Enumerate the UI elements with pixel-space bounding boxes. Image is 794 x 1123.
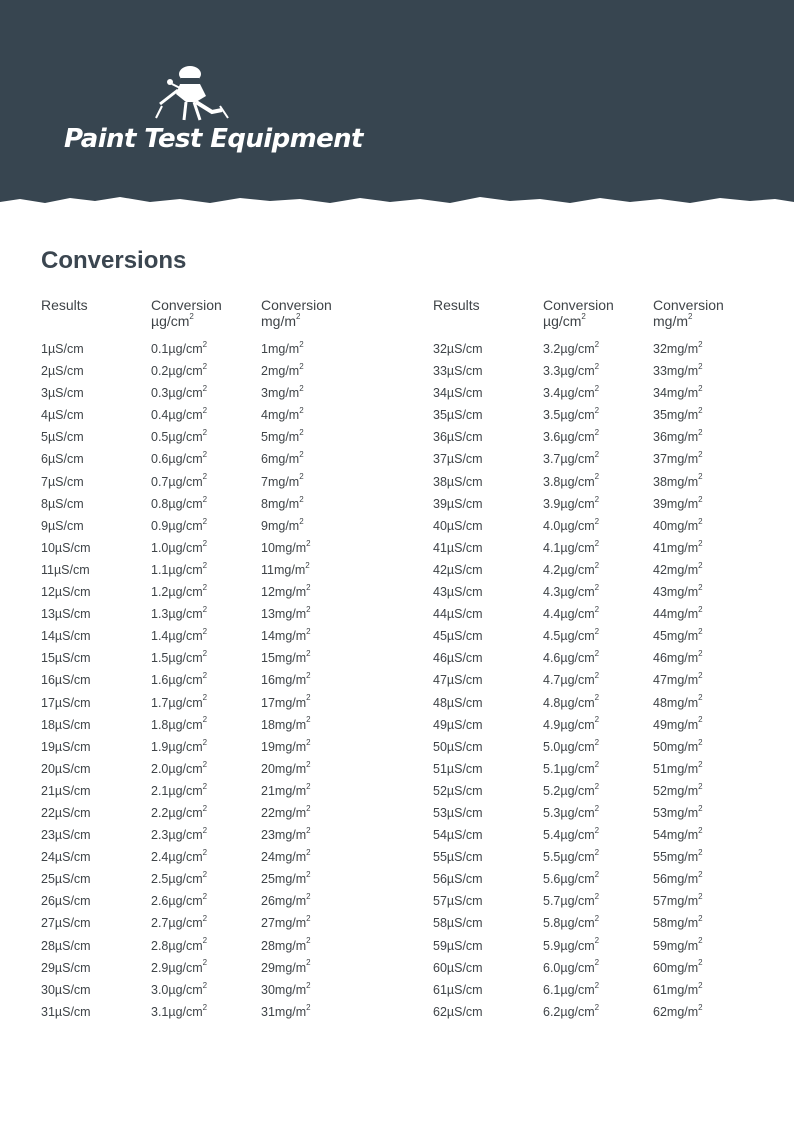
- mg-conversion-value: $37mg/m^2$: [653, 450, 703, 467]
- ug-conversion-value: $2.4\mu g/cm^2$: [151, 848, 208, 865]
- result-value: 3µS/cm: [41, 386, 84, 401]
- mg-conversion-value: $25mg/m^2$: [261, 870, 311, 887]
- result-value: 33µS/cm: [433, 364, 483, 379]
- result-value: 18µS/cm: [41, 717, 91, 732]
- ug-conversion-value: $2.7\mu g/cm^2$: [151, 914, 208, 931]
- result-value: 46µS/cm: [433, 651, 483, 666]
- col-header-results-left: Results: [41, 297, 88, 313]
- ug-conversion-value: $4.8\mu g/cm^2$: [543, 693, 600, 710]
- result-value: 22µS/cm: [41, 805, 91, 820]
- mg-conversion-value: $5mg/m^2$: [261, 428, 304, 445]
- ug-conversion-value: $4.1\mu g/cm^2$: [543, 538, 600, 555]
- result-value: 14µS/cm: [41, 629, 91, 644]
- result-value: 10µS/cm: [41, 540, 91, 555]
- result-value: 52µS/cm: [433, 783, 483, 798]
- mg-conversion-value: $57mg/m^2$: [653, 892, 703, 909]
- ug-conversion-value: $2.0\mu g/cm^2$: [151, 759, 208, 776]
- result-value: 53µS/cm: [433, 805, 483, 820]
- ug-conversion-value: $5.7\mu g/cm^2$: [543, 892, 600, 909]
- mg-conversion-value: $15mg/m^2$: [261, 649, 311, 666]
- result-value: 49µS/cm: [433, 717, 483, 732]
- mg-conversion-value: $32mg/m^2$: [653, 339, 703, 356]
- result-value: 30µS/cm: [41, 982, 91, 997]
- ug-conversion-value: $5.1\mu g/cm^2$: [543, 759, 600, 776]
- result-value: 36µS/cm: [433, 430, 483, 445]
- ug-conversion-value: $0.8\mu g/cm^2$: [151, 494, 208, 511]
- ug-conversion-value: $5.4\mu g/cm^2$: [543, 825, 600, 843]
- mg-conversion-value: $50mg/m^2$: [653, 737, 703, 754]
- mg-conversion-value: $16mg/m^2$: [261, 671, 311, 688]
- ug-conversion-value: $1.3\mu g/cm^2$: [151, 604, 208, 622]
- result-value: 8µS/cm: [41, 496, 84, 511]
- ug-conversion-value: $4.0\mu g/cm^2$: [543, 516, 600, 533]
- mg-conversion-value: $42mg/m^2$: [653, 560, 703, 577]
- ug-conversion-value: $0.7\mu g/cm^2$: [151, 472, 208, 489]
- mg-conversion-value: $40mg/m^2$: [653, 516, 703, 533]
- mg-conversion-value: $31mg/m^2$: [261, 1002, 311, 1019]
- result-value: 47µS/cm: [433, 673, 483, 688]
- result-value: 51µS/cm: [433, 761, 483, 776]
- ug-conversion-value: $4.6\mu g/cm^2$: [543, 649, 600, 666]
- result-value: 45µS/cm: [433, 629, 483, 644]
- mg-conversion-value: $58mg/m^2$: [653, 914, 703, 931]
- mg-conversion-value: $59mg/m^2$: [653, 936, 703, 953]
- mg-conversion-value: $35mg/m^2$: [653, 406, 703, 423]
- ug-conversion-value: $6.1\mu g/cm^2$: [543, 980, 600, 997]
- mg-conversion-value: $29mg/m^2$: [261, 958, 311, 975]
- ug-conversion-value: $0.4\mu g/cm^2$: [151, 406, 208, 423]
- result-value: 31µS/cm: [41, 1004, 91, 1019]
- mg-conversion-value: $30mg/m^2$: [261, 980, 311, 997]
- result-value: 39µS/cm: [433, 496, 483, 511]
- ug-conversion-value: $6.2\mu g/cm^2$: [543, 1002, 600, 1019]
- mg-conversion-value: $21mg/m^2$: [261, 781, 311, 798]
- result-value: 41µS/cm: [433, 540, 483, 555]
- mg-conversion-value: $49mg/m^2$: [653, 715, 703, 732]
- mg-conversion-value: $47mg/m^2$: [653, 671, 703, 688]
- ug-conversion-value: $0.5\mu g/cm^2$: [151, 428, 208, 445]
- ug-conversion-value: $5.9\mu g/cm^2$: [543, 936, 600, 953]
- ug-conversion-value: $1.9\mu g/cm^2$: [151, 737, 208, 754]
- result-value: 38µS/cm: [433, 474, 483, 489]
- mg-conversion-value: $8mg/m^2$: [261, 494, 304, 511]
- result-value: 12µS/cm: [41, 585, 91, 600]
- result-value: 29µS/cm: [41, 960, 91, 975]
- ug-conversion-value: $1.1\mu g/cm^2$: [151, 560, 208, 577]
- ug-conversion-value: $1.8\mu g/cm^2$: [151, 715, 208, 732]
- ug-conversion-value: $5.3\mu g/cm^2$: [543, 803, 600, 820]
- ug-conversion-value: $4.4\mu g/cm^2$: [543, 604, 600, 622]
- mg-conversion-value: $7mg/m^2$: [261, 472, 304, 489]
- mg-conversion-value: $33mg/m^2$: [653, 361, 703, 379]
- mg-conversion-value: $9mg/m^2$: [261, 516, 304, 533]
- ug-conversion-value: $6.0\mu g/cm^2$: [543, 958, 600, 975]
- mg-conversion-value: $11mg/m^2$: [261, 560, 310, 577]
- mg-conversion-value: $55mg/m^2$: [653, 848, 703, 865]
- result-value: 27µS/cm: [41, 916, 91, 931]
- mg-conversion-value: $19mg/m^2$: [261, 737, 311, 754]
- result-value: 62µS/cm: [433, 1004, 483, 1019]
- mg-conversion-value: $6mg/m^2$: [261, 450, 304, 467]
- col-header-ug-right: Conversion $\mu g/cm^2$: [543, 297, 614, 329]
- mg-conversion-value: $46mg/m^2$: [653, 649, 703, 666]
- page-header: [0, 0, 794, 208]
- result-value: 56µS/cm: [433, 872, 483, 887]
- result-value: 42µS/cm: [433, 562, 483, 577]
- result-value: 21µS/cm: [41, 783, 91, 798]
- result-value: 13µS/cm: [41, 607, 91, 622]
- result-value: 61µS/cm: [433, 982, 483, 997]
- mg-conversion-value: $51mg/m^2$: [653, 759, 703, 776]
- mg-conversion-value: $43mg/m^2$: [653, 582, 703, 600]
- brand-logo-text: Paint Test Equipment: [64, 124, 363, 154]
- mg-conversion-value: $53mg/m^2$: [653, 803, 703, 820]
- mg-conversion-value: $45mg/m^2$: [653, 627, 703, 644]
- mg-conversion-value: $17mg/m^2$: [261, 693, 311, 710]
- col-header-results-right: Results: [433, 297, 480, 313]
- result-value: 2µS/cm: [41, 364, 84, 379]
- ug-conversion-value: $3.4\mu g/cm^2$: [543, 384, 600, 401]
- ug-conversion-value: $0.6\mu g/cm^2$: [151, 450, 208, 467]
- mg-conversion-value: $24mg/m^2$: [261, 848, 311, 865]
- result-value: 58µS/cm: [433, 916, 483, 931]
- ug-conversion-value: $1.6\mu g/cm^2$: [151, 671, 208, 688]
- result-value: 48µS/cm: [433, 695, 483, 710]
- mg-conversion-value: $61mg/m^2$: [653, 980, 703, 997]
- ug-conversion-value: $0.9\mu g/cm^2$: [151, 516, 208, 533]
- result-value: 54µS/cm: [433, 828, 483, 843]
- ug-conversion-value: $2.5\mu g/cm^2$: [151, 870, 208, 887]
- ug-conversion-value: $3.5\mu g/cm^2$: [543, 406, 600, 423]
- ug-conversion-value: $2.2\mu g/cm^2$: [151, 803, 208, 820]
- result-value: 26µS/cm: [41, 894, 91, 909]
- ug-conversion-value: $1.5\mu g/cm^2$: [151, 649, 208, 666]
- ug-conversion-value: $3.0\mu g/cm^2$: [151, 980, 208, 997]
- result-value: 9µS/cm: [41, 518, 84, 533]
- ug-conversion-value: $3.1\mu g/cm^2$: [151, 1002, 208, 1019]
- mg-conversion-value: $41mg/m^2$: [653, 538, 703, 555]
- result-value: 28µS/cm: [41, 938, 91, 953]
- ug-conversion-value: $3.6\mu g/cm^2$: [543, 428, 600, 445]
- mg-conversion-value: $23mg/m^2$: [261, 825, 311, 843]
- result-value: 60µS/cm: [433, 960, 483, 975]
- mg-conversion-value: $52mg/m^2$: [653, 781, 703, 798]
- result-value: 55µS/cm: [433, 850, 483, 865]
- col-header-mg-left: Conversion $mg/m^2$: [261, 297, 332, 329]
- result-value: 19µS/cm: [41, 739, 91, 754]
- result-value: 24µS/cm: [41, 850, 91, 865]
- ug-conversion-value: $5.5\mu g/cm^2$: [543, 848, 600, 865]
- ug-conversion-value: $4.5\mu g/cm^2$: [543, 627, 600, 644]
- mg-conversion-value: $20mg/m^2$: [261, 759, 311, 776]
- result-value: 15µS/cm: [41, 651, 91, 666]
- mg-conversion-value: $44mg/m^2$: [653, 604, 703, 622]
- ug-conversion-value: $3.3\mu g/cm^2$: [543, 361, 600, 379]
- ug-conversion-value: $2.9\mu g/cm^2$: [151, 958, 208, 975]
- mg-conversion-value: $28mg/m^2$: [261, 936, 311, 953]
- result-value: 44µS/cm: [433, 607, 483, 622]
- result-value: 37µS/cm: [433, 452, 483, 467]
- result-value: 43µS/cm: [433, 585, 483, 600]
- mg-conversion-value: $4mg/m^2$: [261, 406, 304, 423]
- ug-conversion-value: $0.2\mu g/cm^2$: [151, 361, 208, 379]
- ug-conversion-value: $2.6\mu g/cm^2$: [151, 892, 208, 909]
- mg-conversion-value: $36mg/m^2$: [653, 428, 703, 445]
- mg-conversion-value: $60mg/m^2$: [653, 958, 703, 975]
- mg-conversion-value: $10mg/m^2$: [261, 538, 311, 555]
- result-value: 23µS/cm: [41, 828, 91, 843]
- ug-conversion-value: $5.2\mu g/cm^2$: [543, 781, 600, 798]
- result-value: 20µS/cm: [41, 761, 91, 776]
- mg-conversion-value: $38mg/m^2$: [653, 472, 703, 489]
- col-header-mg-right: Conversion $mg/m^2$: [653, 297, 724, 329]
- result-value: 59µS/cm: [433, 938, 483, 953]
- mg-conversion-value: $2mg/m^2$: [261, 361, 304, 379]
- mg-conversion-value: $27mg/m^2$: [261, 914, 311, 931]
- result-value: 40µS/cm: [433, 518, 483, 533]
- ug-conversion-value: $0.1\mu g/cm^2$: [151, 339, 208, 356]
- mg-conversion-value: $3mg/m^2$: [261, 384, 304, 401]
- mg-conversion-value: $13mg/m^2$: [261, 604, 311, 622]
- result-value: 1µS/cm: [41, 342, 84, 356]
- result-value: 50µS/cm: [433, 739, 483, 754]
- result-value: 7µS/cm: [41, 474, 84, 489]
- result-value: 25µS/cm: [41, 872, 91, 887]
- ug-conversion-value: $4.7\mu g/cm^2$: [543, 671, 600, 688]
- result-value: 34µS/cm: [433, 386, 483, 401]
- ug-conversion-value: $3.8\mu g/cm^2$: [543, 472, 600, 489]
- result-value: 5µS/cm: [41, 430, 84, 445]
- result-value: 35µS/cm: [433, 408, 483, 423]
- ug-conversion-value: $3.9\mu g/cm^2$: [543, 494, 600, 511]
- mg-conversion-value: $26mg/m^2$: [261, 892, 311, 909]
- mg-conversion-value: $12mg/m^2$: [261, 582, 311, 600]
- result-value: 57µS/cm: [433, 894, 483, 909]
- result-value: 4µS/cm: [41, 408, 84, 423]
- ug-conversion-value: $1.0\mu g/cm^2$: [151, 538, 208, 555]
- mg-conversion-value: $48mg/m^2$: [653, 693, 703, 710]
- ug-conversion-value: $5.6\mu g/cm^2$: [543, 870, 600, 887]
- result-value: 6µS/cm: [41, 452, 84, 467]
- mg-conversion-value: $14mg/m^2$: [261, 627, 311, 644]
- ug-conversion-value: $2.3\mu g/cm^2$: [151, 825, 208, 843]
- ug-conversion-value: $1.2\mu g/cm^2$: [151, 582, 208, 600]
- ug-conversion-value: $1.7\mu g/cm^2$: [151, 693, 208, 710]
- ug-conversion-value: $3.7\mu g/cm^2$: [543, 450, 600, 467]
- result-value: 17µS/cm: [41, 695, 91, 710]
- ug-conversion-value: $2.1\mu g/cm^2$: [151, 781, 208, 798]
- result-value: 11µS/cm: [41, 562, 90, 577]
- torn-edge: [0, 194, 794, 210]
- mg-conversion-value: $1mg/m^2$: [261, 339, 304, 356]
- ug-conversion-value: $4.9\mu g/cm^2$: [543, 715, 600, 732]
- col-header-ug-left: Conversion $\mu g/cm^2$: [151, 297, 222, 329]
- ug-conversion-value: $4.2\mu g/cm^2$: [543, 560, 600, 577]
- ug-conversion-value: $5.0\mu g/cm^2$: [543, 737, 600, 754]
- mg-conversion-value: $56mg/m^2$: [653, 870, 703, 887]
- ug-conversion-value: $4.3\mu g/cm^2$: [543, 582, 600, 600]
- ug-conversion-value: $0.3\mu g/cm^2$: [151, 384, 208, 401]
- ug-conversion-value: $5.8\mu g/cm^2$: [543, 914, 600, 931]
- mg-conversion-value: $22mg/m^2$: [261, 803, 311, 820]
- result-value: 32µS/cm: [433, 342, 483, 356]
- mg-conversion-value: $39mg/m^2$: [653, 494, 703, 511]
- mg-conversion-value: $54mg/m^2$: [653, 825, 703, 843]
- mg-conversion-value: $34mg/m^2$: [653, 384, 703, 401]
- ug-conversion-value: $2.8\mu g/cm^2$: [151, 936, 208, 953]
- mg-conversion-value: $62mg/m^2$: [653, 1002, 703, 1019]
- mg-conversion-value: $18mg/m^2$: [261, 715, 311, 732]
- ug-conversion-value: $3.2\mu g/cm^2$: [543, 339, 600, 356]
- result-value: 16µS/cm: [41, 673, 91, 688]
- ug-conversion-value: $1.4\mu g/cm^2$: [151, 627, 208, 644]
- blaster-figure-icon: [150, 62, 230, 124]
- page-title: Conversions: [41, 247, 187, 274]
